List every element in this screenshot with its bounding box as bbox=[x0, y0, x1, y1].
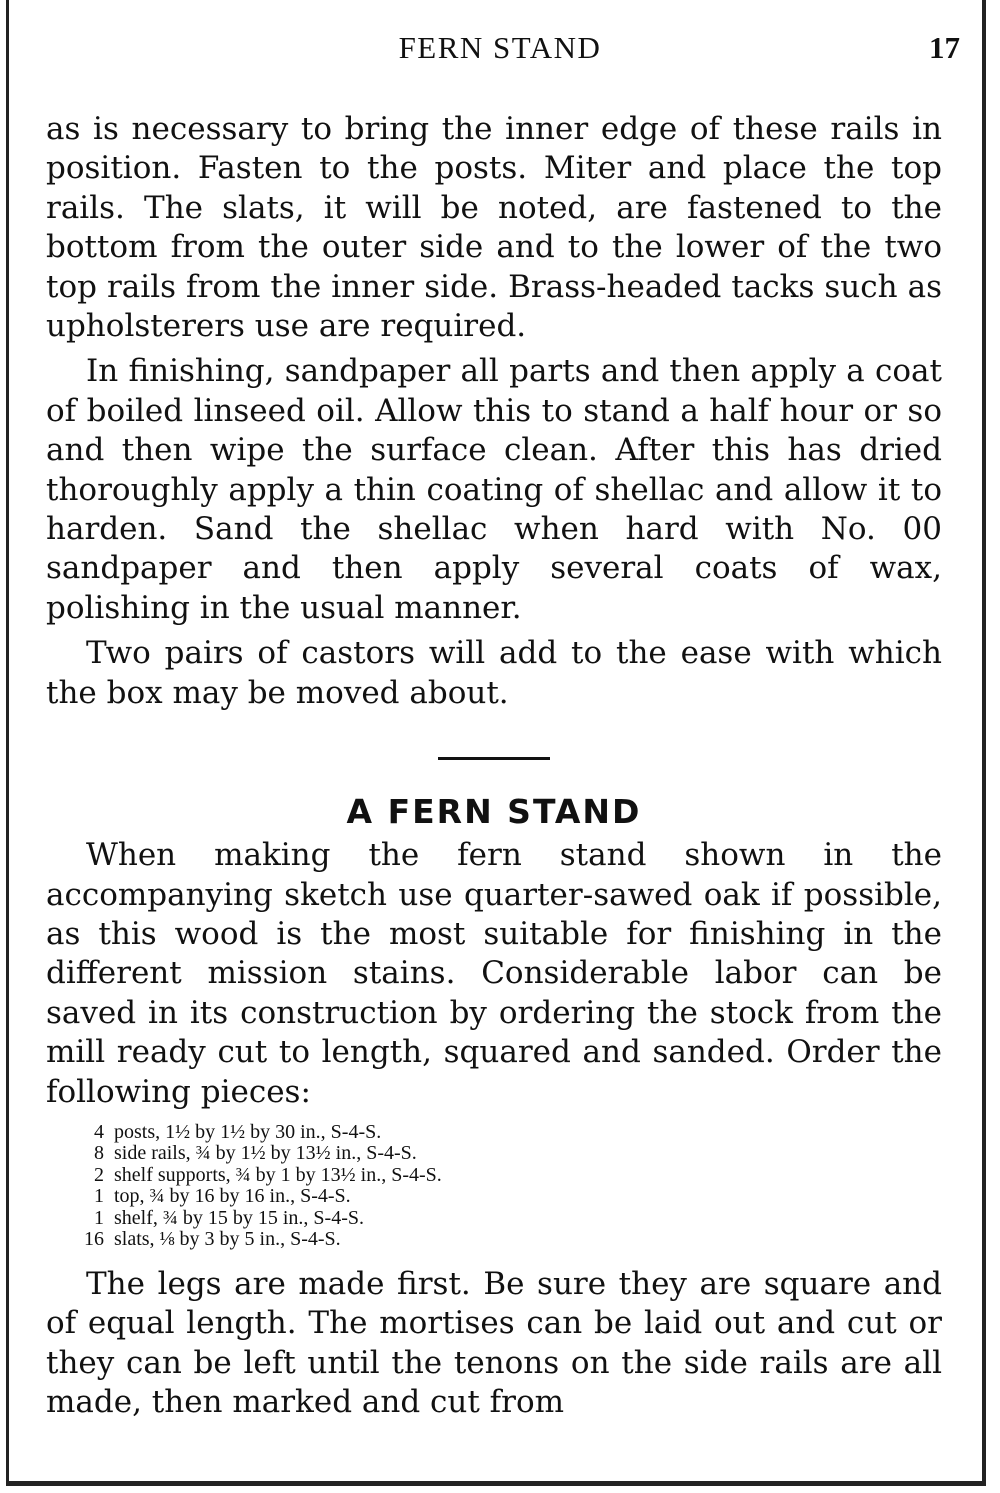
item-quantity: 16 bbox=[84, 1228, 104, 1251]
item-quantity: 1 bbox=[94, 1185, 104, 1208]
section-heading: A FERN STAND bbox=[346, 792, 642, 832]
item-description: side rails, ¾ by 1½ by 13½ in., S-4-S. bbox=[114, 1142, 417, 1165]
list-item bbox=[76, 1208, 942, 1230]
page-body bbox=[46, 110, 942, 1423]
page-number: 17 bbox=[929, 30, 960, 65]
running-title: FERN STAND bbox=[398, 30, 602, 65]
item-quantity: 8 bbox=[94, 1142, 104, 1165]
paragraph: as is necessary to bring the inner edge of these rails in position. Fasten to the posts. Miter and place the top rails. The slats, it will be noted, are fastened to the bottom from the outer side and to the lower of the two top rails from the inner side. Brass-headed tacks such as upholsterers use are required. bbox=[46, 111, 942, 345]
section-divider bbox=[438, 757, 550, 760]
list-item bbox=[76, 1122, 942, 1144]
item-description: top, ¾ by 16 by 16 in., S-4-S. bbox=[114, 1185, 351, 1208]
item-description: slats, ⅛ by 3 by 5 in., S-4-S. bbox=[114, 1228, 341, 1251]
item-description: shelf, ¾ by 15 by 15 in., S-4-S. bbox=[114, 1206, 364, 1229]
list-item bbox=[76, 1143, 942, 1165]
paragraph: When making the fern stand shown in the accompanying sketch use quarter-sawed oak if possible, as this wood is the most suitable for finishing in the different mission stains. Considerable labor can be saved in its construction by ordering the stock from the mill ready cut to length, squared and sanded. Order the following pieces: bbox=[46, 837, 942, 1110]
paragraph: The legs are made first. Be sure they are square and of equal length. The mortises can be laid out and cut or they can be left until the tenons on the side rails are all made, then marked and cut from bbox=[46, 1265, 942, 1421]
list-item bbox=[76, 1229, 942, 1251]
item-quantity: 1 bbox=[94, 1206, 104, 1229]
item-quantity: 4 bbox=[94, 1120, 104, 1143]
paragraph: In finishing, sandpaper all parts and then apply a coat of boiled linseed oil. Allow this to stand a half hour or so and then wipe the surface clean. After this has dried thoroughly apply a thin coating of shellac and allow it to harden. Sand the shellac when hard with No. 00 sandpaper and then apply several coats of wax, polishing in the usual manner. bbox=[46, 353, 942, 626]
stock-list bbox=[76, 1122, 942, 1251]
item-description: shelf supports, ¾ by 1 by 13½ in., S-4-S. bbox=[114, 1163, 442, 1186]
item-description: posts, 1½ by 1½ by 30 in., S-4-S. bbox=[114, 1120, 382, 1143]
paragraph: Two pairs of castors will add to the ease with which the box may be moved about. bbox=[46, 635, 942, 711]
item-quantity: 2 bbox=[94, 1163, 104, 1186]
list-item bbox=[76, 1165, 942, 1187]
list-item bbox=[76, 1186, 942, 1208]
